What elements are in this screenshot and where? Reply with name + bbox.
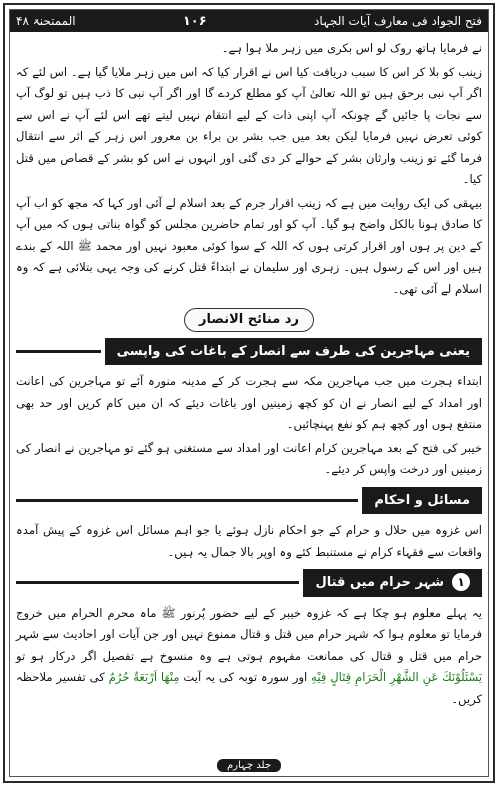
section-1-paragraph-2: خیبر کی فتح کے بعد مہاجرین کرام اعانت اور امداد سے مستغنی ہو گئے تو مہاجرین نے انصار کی زمینیں اور درخت واپس کر دیئے۔ (16, 440, 482, 476)
volume-label: جلد چہارم (217, 759, 281, 772)
section-1-rule (16, 350, 101, 353)
section-3-paragraph (16, 603, 482, 711)
section-3-rule (16, 581, 299, 584)
page-footer (10, 753, 488, 772)
book-title: فتح الجواد فی معارف آیات الجہاد (313, 14, 482, 28)
page-frame (3, 3, 495, 783)
paragraph-2: زینب کو بلا کر اس کا سبب دریافت کیا اس نے اقرار کیا کہ اس میں زہر ملایا گیا ہے۔ اس لئے کہ اگر آپ نبی برحق ہیں تو اللہ تعالیٰ آپ کو مطلع کردے گا اور اگر آپ نبی کا ذب ہیں تو لوگ آپ سے نجات پا جائیں گے چونکہ آپ اپنی ذات کے لیے انتقام نہیں لیتے تھے اس لئے آپ نے اس سے کوئی تعرض نہیں فرمایا لیکن بعد میں جب بشر بن براء بن معرور اس زہر کے اثر سے انتقال فرما گئے تو زینب وارثان بشر کے حوالے کر دی گئی اور انہوں نے اس کو بشر کے قصاص میں قتل کیا۔ (16, 64, 482, 186)
subheading-wrap (16, 308, 482, 332)
section-3-number: ١ (452, 573, 470, 591)
section-3-text: یہ پہلے معلوم ہو چکا ہے کہ غزوہ خیبر کے لیے حضور پُرنور ﷺ ماہ محرم الحرام میں خروج فرمایا تو معلوم ہوا کہ شہر حرام میں قتل و قتال ممنوع نہیں اور جن آیات اور احادیث سے شہر حرام میں قتل و قتال کی ممانعت مفہوم ہوتی ہے وہ منسوخ ہے تفصیل اگر درکار ہو تو (16, 605, 482, 663)
section-3-title: شہر حرام میں قتال (315, 575, 444, 590)
page-border (9, 9, 489, 777)
section-1-title: یعنی مہاجرین کی طرف سے انصار کے باغات کی واپسی (105, 338, 482, 366)
subheading: رد منائح الانصار (184, 308, 314, 332)
paragraph-1: نے فرمایا ہاتھ روک لو اس بکری میں زہر ملا ہوا ہے۔ (221, 41, 482, 55)
section-2-paragraph: اس غزوہ میں حلال و حرام کے جو احکام نازل ہوئے یا جو اہم مسائل اس غزوہ کے پیش آمدہ واقعات سے فقہاء کرام نے مستنبط کئے وہ اوپر بالا جمال یہ ہیں۔ (16, 523, 482, 559)
section-3-label (303, 569, 482, 597)
section-3-ending: کی تفسیر ملاحظہ کریں۔ (16, 670, 482, 706)
section-2-rule (16, 499, 358, 502)
page-header (10, 10, 488, 32)
paragraph-3: بیہقی کی ایک روایت میں ہے کہ زینب اقرار جرم کے بعد اسلام لے آئی اور کہا کہ مجھ کو اب آپ کا صادق ہونا بالکل واضح ہو گیا۔ آپ کو اور تمام حاضرین مجلس کو گواہ بناتی ہوں کہ میں آپ کے دین پر ہوں اور اقرار کرتی ہوں کہ اللہ کے سوا کوئی معبود نہیں اور محمد ﷺ اللہ کے بندے ہیں اور اس کے رسول ہیں۔ زہری اور سلیمان نے ابتداءً قتل کرنے کی وجہ یہی بتلائی ہے کہ وہ اسلام لے آئی تھی۔ (16, 195, 482, 296)
surah-tag: الممتحنۃ ۴۸ (16, 14, 76, 28)
section-1-heading (16, 338, 482, 366)
section-2-heading (16, 487, 482, 515)
quran-verse-1: یَسْئَلُوْنَكَ عَنِ الشَّهْرِ الْحَرَامِ قِتَالٍ فِیْهِ (311, 670, 483, 684)
section-1-paragraph-1: ابتداء ہجرت میں جب مہاجرین مکہ سے ہجرت کر کے مدینہ منورہ آئے تو مہاجرین کی اعانت اور امداد کے لیے انصار نے ان کو کچھ زمینیں اور باغات دیئے کہ ان میں کام کریں اور حد بھی منتفع ہوں اور کچھ ہم کو نفع پہنچائیں۔ (16, 374, 482, 431)
section-2-title: مسائل و احکام (362, 487, 482, 515)
page-body (16, 38, 482, 750)
page-number: ۱۰۶ (182, 13, 207, 29)
quran-verse-2: مِنْهَا اَرْبَعَةٌ حُرُمٌ (108, 670, 180, 684)
section-3-middle: اور سورہ توبہ کی یہ آیت (183, 670, 308, 684)
section-3-heading (16, 569, 482, 597)
